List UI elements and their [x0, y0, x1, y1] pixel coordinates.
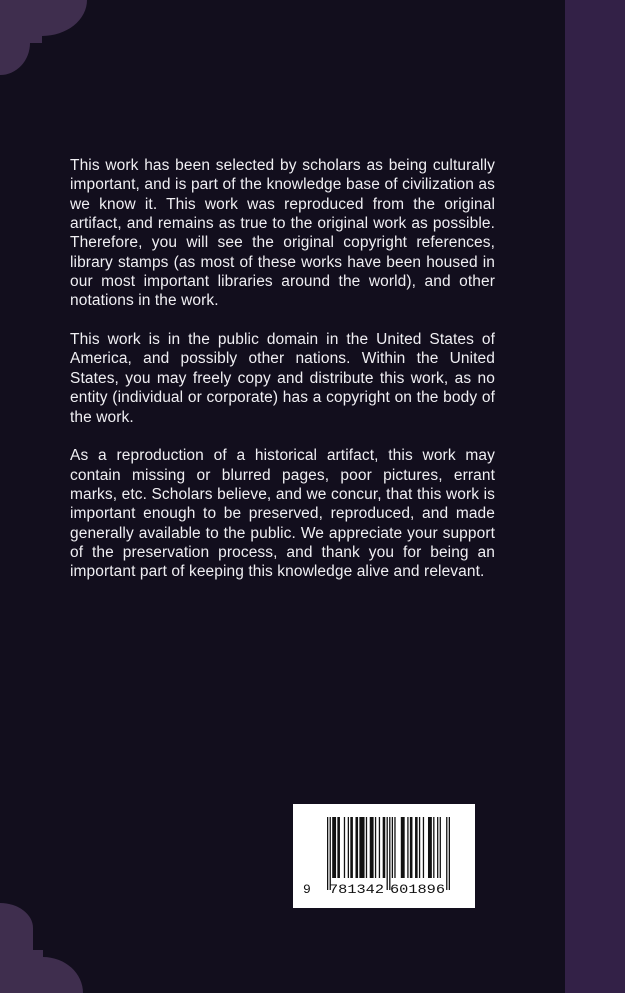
- notice-paragraph-reproduction: As a reproduction of a historical artifact, this work may contain missing or blurred pages, poor pictures, errant marks, etc. Scholars believe, and we concur, that this work is important enough to be preserved, reproduced, and made generally available to the public. We appreciate your support of the preservation process, and thank you for being an important part of keeping this knowledge alive and relevant.: [70, 447, 495, 581]
- preservation-notice: [70, 156, 495, 601]
- barcode-digits-left: 781342: [329, 882, 384, 897]
- isbn-barcode: [293, 804, 475, 908]
- barcode-digit-prefix: 9: [303, 882, 311, 897]
- corner-ornament-top-left-icon: [0, 0, 90, 78]
- notice-paragraph-public-domain: This work is in the public domain in the United States of America, and possibly other nations. Within the United States, you may freely copy and distribute this work, as no entity (individual or corporate) has a copyright on the body of the work.: [70, 331, 495, 426]
- corner-ornament-bottom-left-icon: [0, 903, 84, 993]
- barcode-graphic: [293, 804, 475, 908]
- barcode-bars: [327, 817, 450, 890]
- notice-paragraph-selection: This work has been selected by scholars as being culturally important, and is part of the knowledge base of civilization as we know it. This work was reproduced from the original artifact, and remains as true to the original work as possible. Therefore, you will see the original copyright references, library stamps (as most of these works have been housed in our most important libraries around the world), and other notations in the work.: [70, 157, 495, 310]
- barcode-digits-right: 601896: [390, 882, 445, 897]
- right-edge-band: [565, 0, 625, 993]
